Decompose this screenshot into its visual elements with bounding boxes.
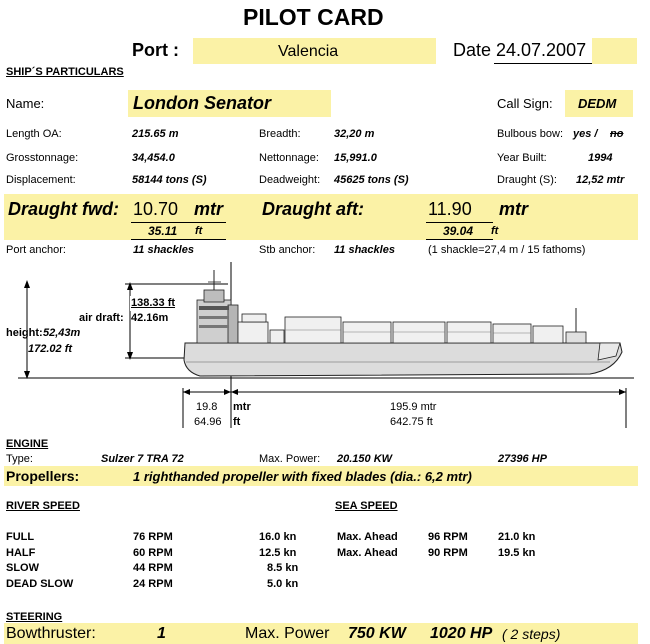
bulbous-yes: yes / [573, 128, 598, 140]
length-value: 215.65 m [132, 128, 179, 140]
river-slow-rpm: 44 RPM [133, 562, 173, 574]
engine-type-value: Sulzer 7 TRA 72 [101, 453, 184, 465]
callsign-label: Call Sign: [497, 96, 553, 111]
steering-power-hp: 1020 HP [430, 625, 493, 642]
date-label: Date [453, 40, 492, 60]
draught-aft-ft: 39.04 [443, 224, 474, 238]
bridge-unit-mtr: mtr [233, 401, 251, 413]
draught-s-value: 12,52 mtr [576, 174, 625, 186]
draught-s-label: Draught (S): [497, 174, 557, 186]
draught-fwd-unit: mtr [194, 199, 224, 219]
length-label: Length OA: [6, 128, 62, 140]
propellers-label: Propellers: [6, 468, 80, 484]
height-ft: 172.02 ft [28, 343, 73, 355]
bowthruster-label: Bowthruster: [6, 625, 96, 642]
draught-aft-unit: mtr [499, 199, 529, 219]
draught-fwd-value: 10.70 [133, 199, 179, 219]
sea-speed-heading: SEA SPEED [335, 500, 398, 512]
displacement-value: 58144 tons (S) [132, 174, 207, 186]
port-label: Port : [132, 40, 179, 60]
bridge-aft-ft: 642.75 ft [390, 416, 433, 428]
steering-steps: ( 2 steps) [502, 626, 561, 642]
river-half-label: HALF [6, 547, 36, 559]
river-half-rpm: 60 RPM [133, 547, 173, 559]
engine-power-label: Max. Power: [259, 453, 321, 465]
year-value: 1994 [588, 152, 613, 164]
bulbous-no: no [610, 128, 624, 140]
bridge-fwd-ft: 64.96 [194, 416, 222, 428]
river-deadslow-kn: 5.0 kn [267, 578, 299, 590]
sea-row2-kn: 19.5 kn [498, 547, 536, 559]
height-label: height: [6, 327, 43, 339]
engine-heading: ENGINE [6, 438, 49, 450]
bridge-fwd-m: 19.8 [196, 401, 218, 413]
river-deadslow-label: DEAD SLOW [6, 578, 74, 590]
port-anchor-value: 11 shackles [133, 244, 194, 256]
steering-heading: STEERING [6, 611, 63, 623]
river-deadslow-rpm: 24 RPM [133, 578, 173, 590]
sea-row1-kn: 21.0 kn [498, 531, 536, 543]
air-draft-ft: 138.33 ft [131, 297, 176, 309]
net-label: Nettonnage: [259, 152, 319, 164]
river-full-label: FULL [6, 531, 35, 543]
draught-aft-ft-unit: ft [491, 225, 499, 237]
sea-row1-label: Max. Ahead [337, 531, 398, 543]
air-draft-m: 42.16m [131, 312, 169, 324]
bulbous-label: Bulbous bow: [497, 128, 564, 140]
river-full-kn: 16.0 kn [259, 531, 297, 543]
breadth-value: 32,20 m [334, 128, 375, 140]
river-speed-heading: RIVER SPEED [6, 500, 80, 512]
date-value: 24.07.2007 [496, 40, 587, 60]
steering-power-label: Max. Power [245, 625, 330, 642]
river-half-kn: 12.5 kn [259, 547, 297, 559]
deadweight-label: Deadweight: [259, 174, 321, 186]
engine-power-hp: 27396 HP [498, 453, 547, 465]
net-value: 15,991.0 [334, 152, 377, 164]
stb-anchor-label: Stb anchor: [259, 244, 316, 256]
draught-fwd-ft-unit: ft [195, 225, 203, 237]
deadweight-value: 45625 tons (S) [334, 174, 409, 186]
engine-power-kw: 20.150 KW [337, 453, 393, 465]
shackle-note: (1 shackle=27,4 m / 15 fathoms) [428, 244, 586, 256]
stb-anchor-value: 11 shackles [334, 244, 395, 256]
port-value: Valencia [278, 43, 339, 60]
displacement-label: Displacement: [6, 174, 76, 186]
port-anchor-label: Port anchor: [6, 244, 66, 256]
draught-fwd-ft: 35.11 [148, 224, 178, 238]
ship-particulars-heading: SHIP´S PARTICULARS [6, 66, 124, 78]
gross-value: 34,454.0 [132, 152, 175, 164]
draught-fwd-label: Draught fwd: [8, 199, 119, 219]
engine-type-label: Type: [6, 453, 33, 465]
river-slow-kn: 8.5 kn [267, 562, 299, 574]
name-value: London Senator [133, 93, 271, 113]
page-title: PILOT CARD [243, 4, 384, 30]
gross-label: Grosstonnage: [6, 152, 79, 164]
height-m: 52,43m [43, 327, 81, 339]
river-full-rpm: 76 RPM [133, 531, 173, 543]
sea-row2-rpm: 90 RPM [428, 547, 468, 559]
bowthruster-value: 1 [157, 625, 166, 642]
breadth-label: Breadth: [259, 128, 301, 140]
callsign-value: DEDM [578, 96, 617, 111]
air-draft-label: air draft: [79, 312, 124, 324]
river-slow-label: SLOW [6, 562, 39, 574]
sea-row2-label: Max. Ahead [337, 547, 398, 559]
sea-row1-rpm: 96 RPM [428, 531, 468, 543]
propellers-value: 1 righthanded propeller with fixed blades (dia.: 6,2 mtr) [133, 469, 472, 484]
year-label: Year Built: [497, 152, 547, 164]
name-label: Name: [6, 96, 45, 111]
draught-aft-label: Draught aft: [262, 199, 364, 219]
draught-aft-value: 11.90 [428, 199, 472, 219]
steering-power-kw: 750 KW [348, 625, 406, 642]
bridge-aft-m: 195.9 mtr [390, 401, 437, 413]
bridge-unit-ft: ft [233, 416, 241, 428]
